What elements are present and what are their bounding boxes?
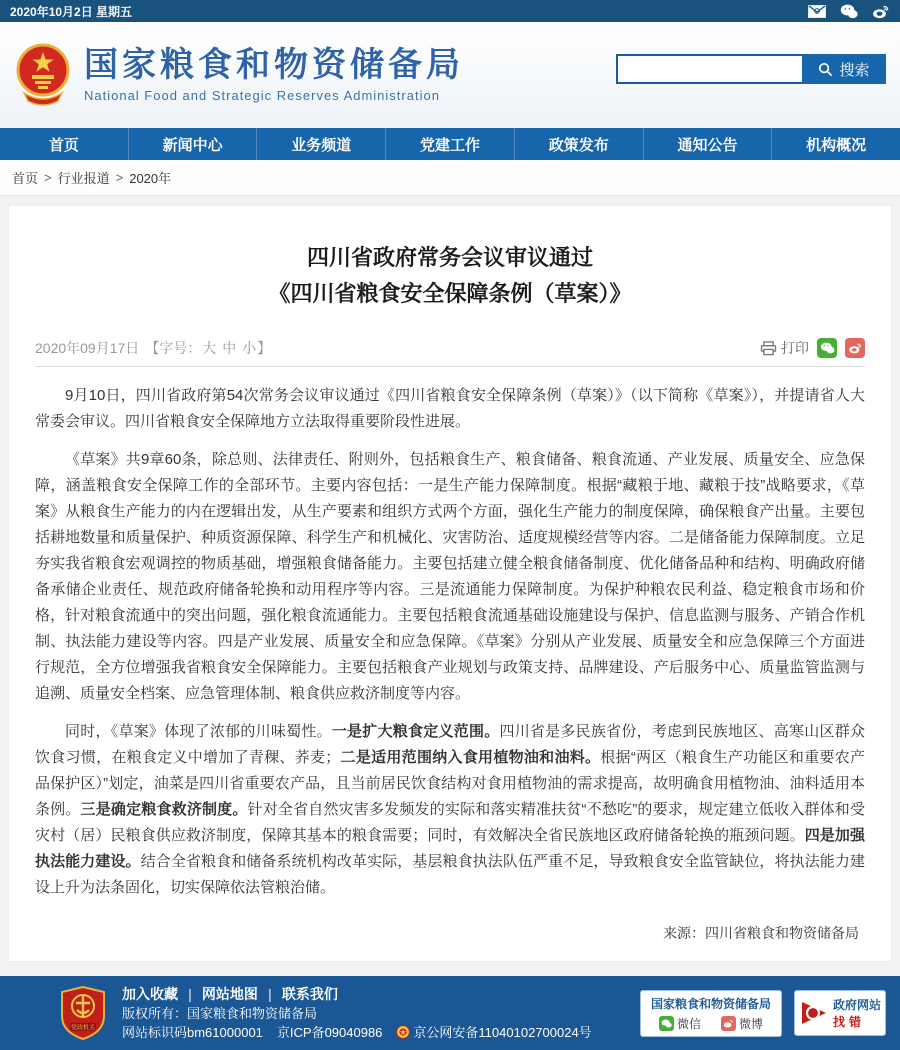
article-box <box>8 205 892 962</box>
error-report-magnifier-icon <box>801 1000 827 1026</box>
footer-link-2[interactable]: 联系我们 <box>281 985 338 1002</box>
site-search <box>616 54 886 84</box>
wechat-icon[interactable] <box>840 4 858 19</box>
footer-registration-row <box>122 1023 592 1042</box>
current-date: 2020年10月2日 星期五 <box>10 4 133 19</box>
police-badge-icon <box>396 1025 410 1039</box>
search-input[interactable] <box>616 54 802 84</box>
share-weibo-button[interactable] <box>845 338 865 358</box>
topbar-icons <box>808 4 890 19</box>
weibo-icon <box>721 1016 736 1031</box>
mail-icon[interactable] <box>808 5 826 18</box>
website-error-report-box[interactable] <box>794 990 886 1036</box>
error-box-line2: 找错 <box>833 1015 866 1029</box>
wechat-icon <box>659 1016 674 1031</box>
breadcrumb-item-0[interactable]: 首页 <box>12 171 39 186</box>
article-meta-bar <box>35 338 865 367</box>
fontsize-suffix: 】 <box>257 340 272 356</box>
footer-wechat-link[interactable] <box>659 1015 701 1032</box>
nav-item-2[interactable]: 业务频道 <box>257 128 386 160</box>
wechat-label: 微信 <box>676 1016 701 1031</box>
footer-links <box>122 985 592 1004</box>
print-button[interactable] <box>760 338 809 358</box>
article-meta-left <box>35 338 271 358</box>
nav-item-1[interactable]: 新闻中心 <box>129 128 258 160</box>
svg-text:党政机关: 党政机关 <box>70 1024 96 1032</box>
site-title-block <box>84 47 464 102</box>
breadcrumb-item-1[interactable]: 行业报道 <box>57 171 110 186</box>
footer-weibo-link[interactable] <box>721 1015 763 1032</box>
article-title-line1: 四川省政府常务会议审议通过 <box>306 245 593 270</box>
main-nav <box>0 128 900 160</box>
share-wechat-button[interactable] <box>817 338 837 358</box>
nav-item-0[interactable]: 首页 <box>0 128 129 160</box>
breadcrumb-separator: > <box>115 170 124 185</box>
footer-right-badges <box>640 990 886 1037</box>
search-button-label: 搜索 <box>839 61 870 79</box>
footer-link-separator: | <box>267 985 272 1002</box>
weibo-label: 微博 <box>738 1016 763 1031</box>
nav-item-3[interactable]: 党建工作 <box>386 128 515 160</box>
topbar <box>0 0 900 22</box>
fontsize-prefix: 【字号： <box>145 340 202 356</box>
weibo-icon <box>848 342 863 354</box>
main-content <box>0 196 900 976</box>
article-body <box>35 383 865 901</box>
print-label: 打印 <box>781 340 809 356</box>
article-date: 2020年09月17日 <box>35 340 140 356</box>
fontsize-small-button[interactable]: 小 <box>242 340 257 356</box>
fontsize-large-button[interactable]: 大 <box>202 340 217 356</box>
wechat-icon <box>820 342 835 354</box>
nav-item-5[interactable]: 通知公告 <box>644 128 773 160</box>
breadcrumb <box>0 160 900 196</box>
article-paragraph: 同时，《草案》体现了浓郁的川味蜀性。一是扩大粮食定义范围。四川省是多民族省份，考虑到民族地区、高寒山区群众饮食习惯，在粮食定义中增加了青稞、荞麦；二是适用范围纳入食用植物油和油料。根据“两区（粮食生产功能区和重要农产品保护区）”划定，油菜是四川省重要农产品，且当前居民饮食结构对食用植物油的需求提高，故明确食用植物油、油料适用本条例。三是确定粮食救济制度。针对全省自然灾害多发频发的实际和落实精准扶贫“不愁吃”的要求，规定建立低收入群体和受灾村（居）民粮食供应救济制度，保障其基本的粮食需要；同时，有效解决全省民族地区政府储备轮换的瓶颈问题。四是加强执法能力建设。结合全省粮食和储备系统机构改革实际，基层粮食执法队伍严重不足，导致粮食安全监管缺位，将执法能力建设上升为法条固化，切实保障依法管粮治储。 <box>35 723 865 896</box>
official-social-box <box>640 990 782 1037</box>
article-meta-right <box>760 338 865 358</box>
breadcrumb-item-2[interactable]: 2020年 <box>129 171 172 186</box>
footer-link-1[interactable]: 网站地图 <box>201 985 258 1002</box>
site-title-cn: 国家粮食和物资储备局 <box>84 47 464 85</box>
search-icon <box>818 62 833 77</box>
error-box-line1: 政府网站 <box>833 998 882 1012</box>
search-button[interactable] <box>802 54 886 84</box>
printer-icon <box>760 341 777 356</box>
fontsize-control <box>145 338 271 358</box>
article-paragraph: 9月10日，四川省政府第54次常务会议审议通过《四川省粮食安全保障条例（草案）》（以下简称《草案》），并提请省人大常委会审议。四川省粮食安全保障地方立法取得重要阶段性进展。 <box>35 387 865 430</box>
breadcrumb-separator: > <box>44 170 52 185</box>
police-number: 京公网安备11040102700024号 <box>413 1024 592 1040</box>
site-id-code: 网站标识码bm61000001 <box>122 1024 263 1040</box>
site-title-en: National Food and Strategic Reserves Administration <box>84 87 440 103</box>
social-box-title: 国家粮食和物资储备局 <box>650 996 771 1011</box>
footer-copyright: 版权所有：国家粮食和物资储备局 <box>122 1005 318 1021</box>
nav-item-4[interactable]: 政策发布 <box>515 128 644 160</box>
article-source: 来源：四川省粮食和物资储备局 <box>663 925 859 941</box>
footer-link-separator: | <box>188 985 192 1002</box>
icp-number: 京ICP备09040986 <box>276 1024 383 1040</box>
site-header <box>0 22 900 128</box>
weibo-icon[interactable] <box>872 4 890 19</box>
police-registration[interactable] <box>396 1023 591 1042</box>
footer-text-block <box>122 985 592 1042</box>
fontsize-medium-button[interactable]: 中 <box>222 340 237 356</box>
footer <box>0 976 900 1050</box>
article-title-line2: 《四川省粮食安全保障条例（草案）》 <box>268 281 632 306</box>
national-emblem-logo <box>14 43 72 107</box>
party-government-badge-icon <box>60 986 106 1040</box>
article-paragraph: 《草案》共9章60条，除总则、法律责任、附则外，包括粮食生产、粮食储备、粮食流通、产业发展、质量安全、应急保障，涵盖粮食安全保障工作的全部环节。主要内容包括：一是生产能力保障制度。根据“藏粮于地、藏粮于技”战略要求，《草案》从粮食生产能力的内在逻辑出发，从生产要素和组织方式两个方面，强化生产能力的制度保障，确保粮食产出量。主要包括耕地数量和质量保护、种质资源保障、科学生产和机械化、灾害防治、适度规模经营等内容。二是储备能力保障制度。立足夯实我省粮食宏观调控的物质基础，增强粮食储备能力。主要包括建立健全粮食储备制度、优化储备品种和结构、明确政府储备承储企业责任、规范政府储备轮换和动用程序等内容。三是流通能力保障制度。为保护种粮农民利益、稳定粮食市场和价格，针对粮食流通中的突出问题，强化粮食流通能力。主要包括粮食流通基础设施建设与保护、信息监测与服务、产销合作机制、执法能力建设等内容。四是产业发展、质量安全和应急保障。《草案》分别从产业发展、质量安全和应急保障三个方面进行规范，全方位增强我省粮食安全保障能力。主要包括粮食产业规划与政策支持、品牌建设、产后服务中心、质量监管监测与追溯、质量安全档案、应急管理体制、粮食供应救济制度等内容。 <box>35 451 865 702</box>
nav-item-6[interactable]: 机构概况 <box>806 136 867 154</box>
footer-link-0[interactable]: 加入收藏 <box>122 985 178 1002</box>
